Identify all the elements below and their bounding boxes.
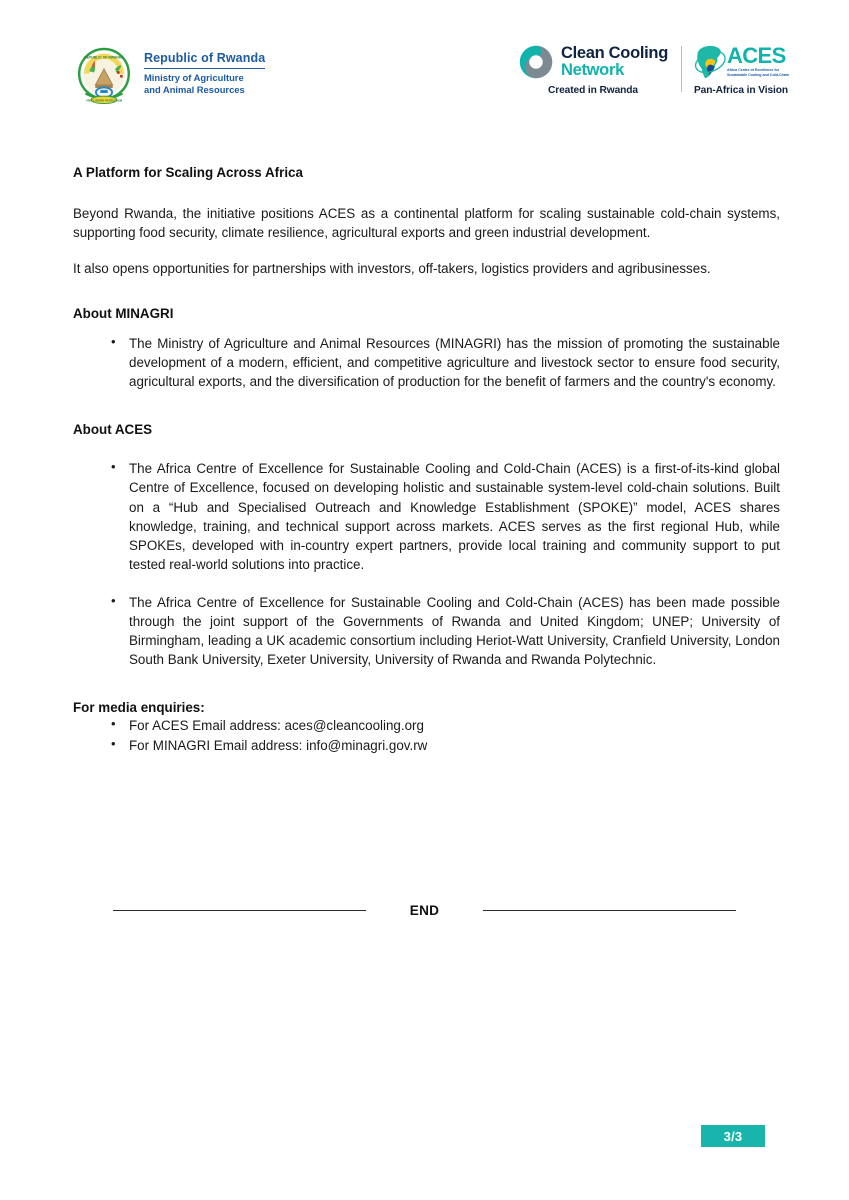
heading-media-enquiries: For media enquiries: <box>73 699 205 715</box>
list-item: • The Ministry of Agriculture and Animal Resources (MINAGRI) has the mission of promoting the sustainable development of a modern, efficient, and competitive agriculture and livestock sector to ensure food security, agricultural exports, and the diversification of production for the benefit of farmers and the country's economy. <box>73 334 780 391</box>
heading-platform-scaling: A Platform for Scaling Across Africa <box>73 165 303 180</box>
page-header <box>73 42 789 122</box>
heading-about-minagri: About MINAGRI <box>73 305 174 321</box>
created-in-rwanda-tagline: Created in Rwanda <box>547 85 638 96</box>
clean-cooling-wordmark <box>561 45 668 79</box>
rwanda-coat-of-arms-icon <box>73 44 135 106</box>
ministry-line-2: and Animal Resources <box>144 83 245 95</box>
list-item: • The Africa Centre of Excellence for Sustainable Cooling and Cold-Chain (ACES) has been made possible through the joint support of the Governments of Rwanda and United Kingdom; UNEP; University of Birmingham, leading a UK academic consortium including Heriot-Watt University, Cranfield University, London South Bank University, Exeter University, University of Rwanda and Rwanda Polytechnic. <box>73 593 780 669</box>
aces-logo <box>693 44 789 96</box>
list-item: • For ACES Email address: aces@cleancooling.org <box>73 716 780 735</box>
clean-cooling-network-logo <box>518 44 668 96</box>
media-enquiries-list <box>73 716 780 755</box>
minagri-logo <box>73 42 265 106</box>
aces-fineprint-line-2: Sustainable Cooling and Cold-Chain <box>726 72 789 77</box>
clean-cooling-text: Clean Cooling <box>560 44 668 63</box>
paragraph-beyond-rwanda: Beyond Rwanda, the initiative positions ACES as a continental platform for scaling sustainable cold-chain systems, supporting food security, climate resilience, agricultural exports and green industrial development. <box>73 206 780 241</box>
heading-about-aces: About ACES <box>73 422 153 438</box>
ministry-name-label <box>144 72 265 96</box>
page-number-badge: 3/3 <box>701 1125 765 1147</box>
svg-text:REPUBLIC OF RWANDA: REPUBLIC OF RWANDA <box>84 55 124 60</box>
partner-logos <box>518 44 789 96</box>
aces-text: ACES <box>726 43 786 69</box>
paragraph-opportunities: It also opens opportunities for partnerships with investors, off-takers, logistics providers and agribusinesses. <box>73 261 711 277</box>
republic-of-rwanda-label: Republic of Rwanda <box>144 52 265 69</box>
end-rule-right <box>483 910 736 912</box>
aces-wordmark <box>726 43 789 77</box>
africa-map-icon <box>693 44 731 80</box>
aces-bullet-list <box>73 459 780 668</box>
aces-fineprint <box>727 68 789 77</box>
end-divider <box>113 903 736 918</box>
logo-divider <box>681 46 682 92</box>
clean-cooling-swirl-icon <box>518 44 554 80</box>
svg-text:UNITY WORK PATRIOTISM: UNITY WORK PATRIOTISM <box>85 98 123 103</box>
list-item: • The Africa Centre of Excellence for Sustainable Cooling and Cold-Chain (ACES) is a first-of-its-kind global Centre of Excellence, focused on developing holistic and sustainable system-level cold-chain solutions. Built on a “Hub and Specialised Outreach and Knowledge Establishment (SPOKE)” model, ACES shares knowledge, training, and technical support across markets. ACES serves as the first regional Hub, while SPOKEs, developed with in-country expert partners, provide local training and community support to put tested real-world solutions into practice. <box>73 459 780 573</box>
list-item: • For MINAGRI Email address: info@minagri.gov.rw <box>73 736 780 755</box>
minagri-bullet-list <box>73 334 780 391</box>
pan-africa-in-vision-tagline: Pan-Africa in Vision <box>693 85 789 96</box>
ministry-line-1: Ministry of Agriculture <box>144 71 244 83</box>
minagri-wordmark <box>144 42 265 96</box>
aces-fineprint-line-1: Africa Centre of Excellence for <box>726 68 780 73</box>
document-body <box>73 164 780 755</box>
network-text: Network <box>560 61 624 79</box>
end-rule-left <box>113 910 366 912</box>
end-label: END <box>409 903 440 918</box>
